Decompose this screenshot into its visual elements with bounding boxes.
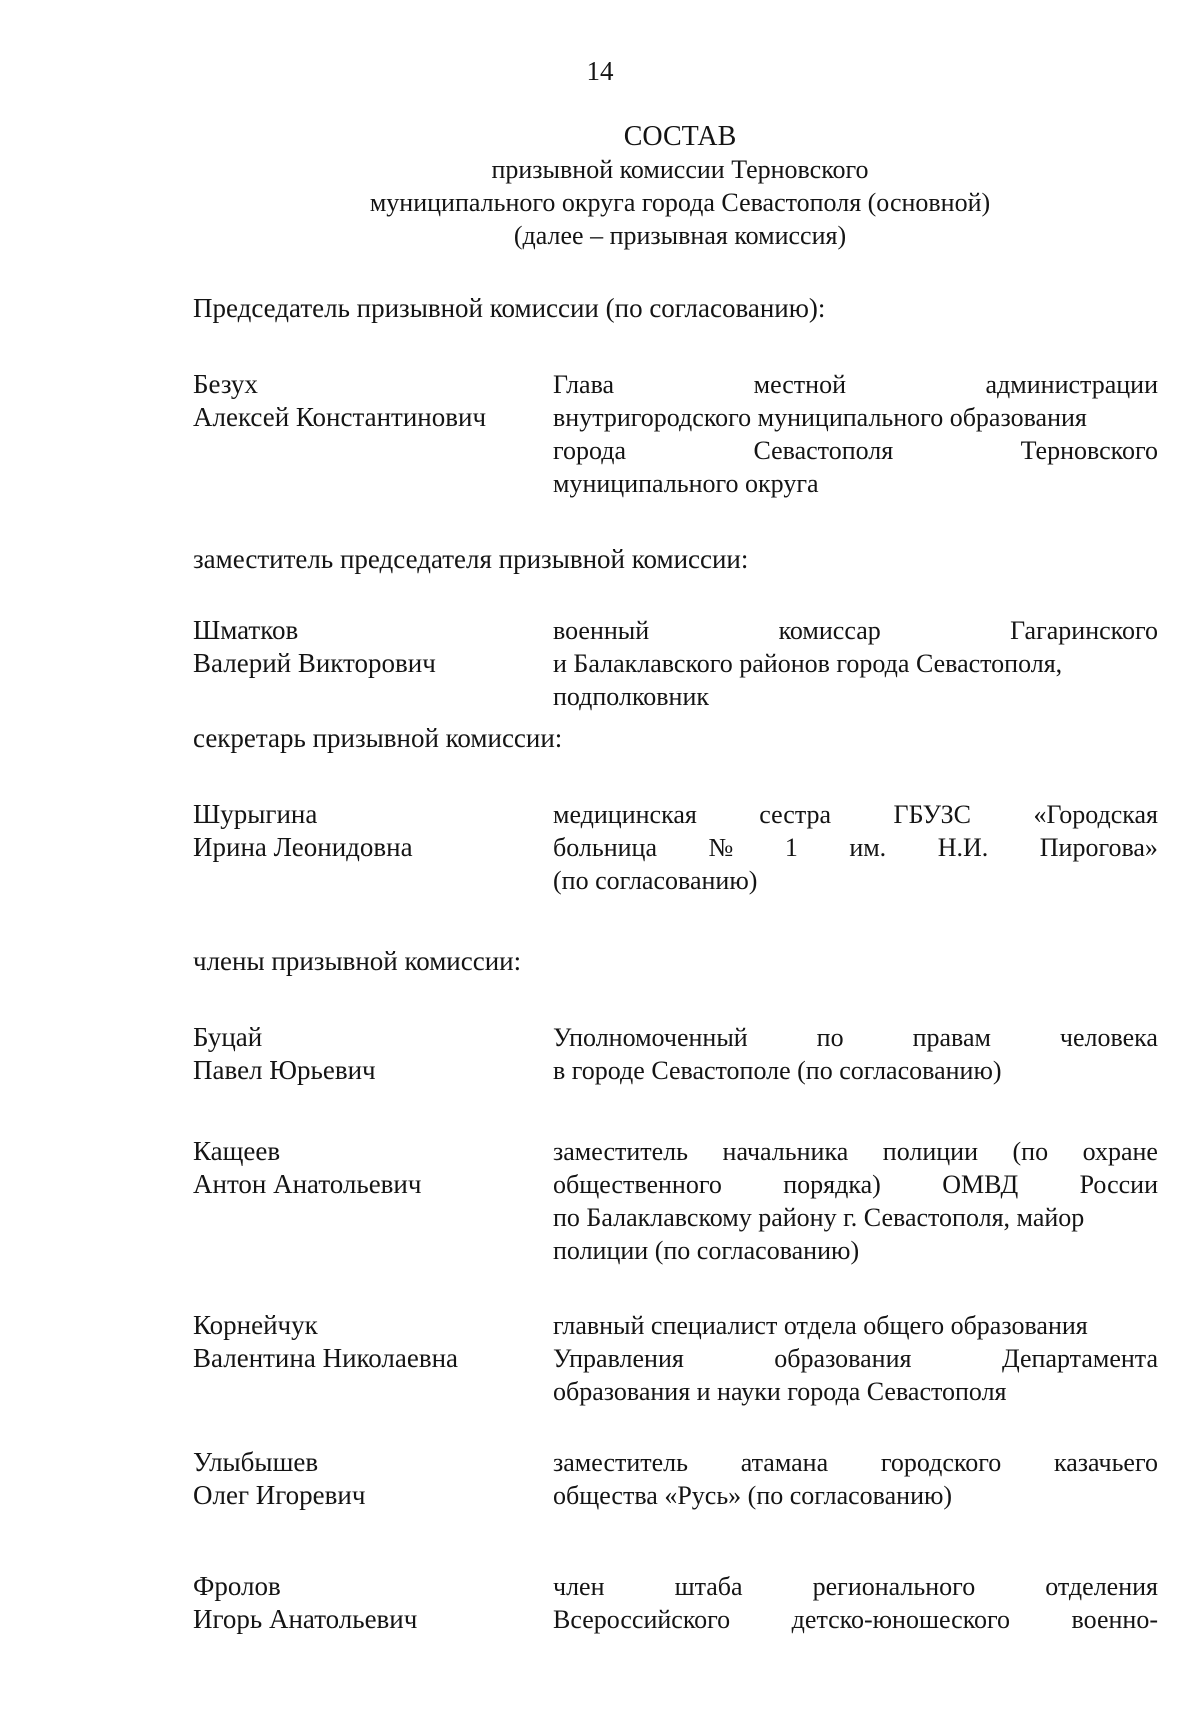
role-line: и Балаклавского районов города Севастополя,: [553, 649, 1063, 678]
title-line-2: муниципального округа города Севастополя (основной): [369, 188, 991, 217]
role-line: [553, 434, 1158, 467]
role-line: [553, 1570, 1158, 1603]
role-word: по: [816, 1023, 844, 1052]
role-word: охране: [1082, 1137, 1158, 1166]
role-word: Н.И.: [937, 833, 989, 862]
section-members: члены призывной комиссии:: [193, 946, 522, 976]
role-line: [553, 1135, 1158, 1168]
role-line: [553, 1446, 1158, 1479]
role-word: комиссар: [778, 616, 881, 645]
role-line: [553, 1168, 1158, 1201]
member-role: [553, 1021, 1158, 1087]
given-names: Олег Игоревич: [193, 1480, 366, 1510]
member-name: [193, 368, 523, 434]
role-line: общества «Русь» (по согласованию): [553, 1481, 953, 1510]
role-word: детско-юношеского: [791, 1605, 1011, 1634]
role-line: полиции (по согласованию): [553, 1236, 860, 1265]
surname: Кащеев: [193, 1136, 281, 1166]
role-word: городского: [880, 1448, 1002, 1477]
role-word: Уполномоченный: [553, 1023, 748, 1052]
role-line: [553, 1603, 1158, 1636]
member-role: [553, 1570, 1158, 1636]
role-word: Севастополя: [753, 436, 894, 465]
role-line: внутригородского муниципального образования: [553, 403, 1087, 432]
role-word: (по: [1012, 1137, 1049, 1166]
role-word: правам: [912, 1023, 991, 1052]
role-word: Всероссийского: [553, 1605, 731, 1634]
role-word: 1: [784, 833, 798, 862]
page-number: 14: [586, 56, 614, 86]
given-names: Антон Анатольевич: [193, 1169, 422, 1199]
role-line: подполковник: [553, 682, 709, 711]
surname: Фролов: [193, 1571, 281, 1601]
role-word: начальника: [722, 1137, 849, 1166]
document-title: [280, 120, 1080, 252]
member-name: [193, 798, 523, 864]
role-word: образования: [774, 1344, 912, 1373]
role-word: администрации: [985, 370, 1158, 399]
role-line: образования и науки города Севастополя: [553, 1377, 1007, 1406]
role-line: по Балаклавскому району г. Севастополя, майор: [553, 1203, 1085, 1232]
member-name: [193, 1570, 523, 1636]
surname: Шматков: [193, 615, 299, 645]
member-name: [193, 614, 523, 680]
role-line: [553, 831, 1158, 864]
role-word: общественного: [553, 1170, 722, 1199]
member-name: [193, 1309, 523, 1375]
role-line: [553, 1021, 1158, 1054]
role-line: [553, 1342, 1158, 1375]
section-deputy: заместитель председателя призывной комиссии:: [193, 544, 749, 574]
member-name: [193, 1021, 523, 1087]
given-names: Валентина Николаевна: [193, 1343, 459, 1373]
role-word: «Городская: [1033, 800, 1158, 829]
surname: Шурыгина: [193, 799, 318, 829]
role-word: им.: [849, 833, 887, 862]
given-names: Ирина Леонидовна: [193, 832, 413, 862]
role-line: главный специалист отдела общего образования: [553, 1311, 1088, 1340]
role-word: военный: [553, 616, 650, 645]
surname: Буцай: [193, 1022, 263, 1052]
role-word: человека: [1059, 1023, 1158, 1052]
member-name: [193, 1446, 523, 1512]
role-word: больница: [553, 833, 657, 862]
role-word: ГБУЗС: [893, 800, 972, 829]
given-names: Павел Юрьевич: [193, 1055, 376, 1085]
given-names: Игорь Анатольевич: [193, 1604, 418, 1634]
role-word: атамана: [740, 1448, 829, 1477]
role-word: местной: [753, 370, 846, 399]
role-word: Глава: [553, 370, 615, 399]
role-word: Гагаринского: [1010, 616, 1158, 645]
surname: Улыбышев: [193, 1447, 319, 1477]
member-role: [553, 368, 1158, 500]
role-word: Терновского: [1020, 436, 1158, 465]
member-role: [553, 1446, 1158, 1512]
role-word: сестра: [759, 800, 832, 829]
role-word: член: [553, 1572, 605, 1601]
role-word: №: [708, 833, 734, 862]
role-word: полиции: [882, 1137, 978, 1166]
role-word: города: [553, 436, 627, 465]
role-word: порядка): [783, 1170, 881, 1199]
role-line: [553, 368, 1158, 401]
role-line: муниципального округа: [553, 469, 819, 498]
role-line: в городе Севастополе (по согласованию): [553, 1056, 1002, 1085]
title-line-3: (далее – призывная комиссия): [513, 221, 847, 250]
role-word: военно-: [1071, 1605, 1158, 1634]
member-role: [553, 1135, 1158, 1267]
member-role: [553, 798, 1158, 897]
surname: Безух: [193, 369, 258, 399]
title-line-1: призывной комиссии Терновского: [491, 155, 869, 184]
role-word: медицинская: [553, 800, 697, 829]
role-word: ОМВД: [942, 1170, 1019, 1199]
role-word: регионального: [812, 1572, 976, 1601]
surname: Корнейчук: [193, 1310, 318, 1340]
role-line: (по согласованию): [553, 866, 758, 895]
section-secretary: секретарь призывной комиссии:: [193, 723, 563, 753]
role-word: казачьего: [1053, 1448, 1158, 1477]
role-word: Управления: [553, 1344, 684, 1373]
role-word: России: [1079, 1170, 1158, 1199]
role-line: [553, 798, 1158, 831]
member-name: [193, 1135, 523, 1201]
role-word: заместитель: [553, 1448, 689, 1477]
role-word: отделения: [1045, 1572, 1158, 1601]
section-chair: Председатель призывной комиссии (по согласованию):: [193, 293, 826, 323]
role-word: заместитель: [553, 1137, 689, 1166]
title-main: СОСТАВ: [623, 121, 737, 152]
role-line: [553, 614, 1158, 647]
given-names: Алексей Константинович: [193, 402, 487, 432]
member-role: [553, 614, 1158, 713]
role-word: Департамента: [1001, 1344, 1158, 1373]
role-word: штаба: [674, 1572, 743, 1601]
given-names: Валерий Викторович: [193, 648, 436, 678]
member-role: [553, 1309, 1158, 1408]
role-word: Пирогова»: [1039, 833, 1158, 862]
